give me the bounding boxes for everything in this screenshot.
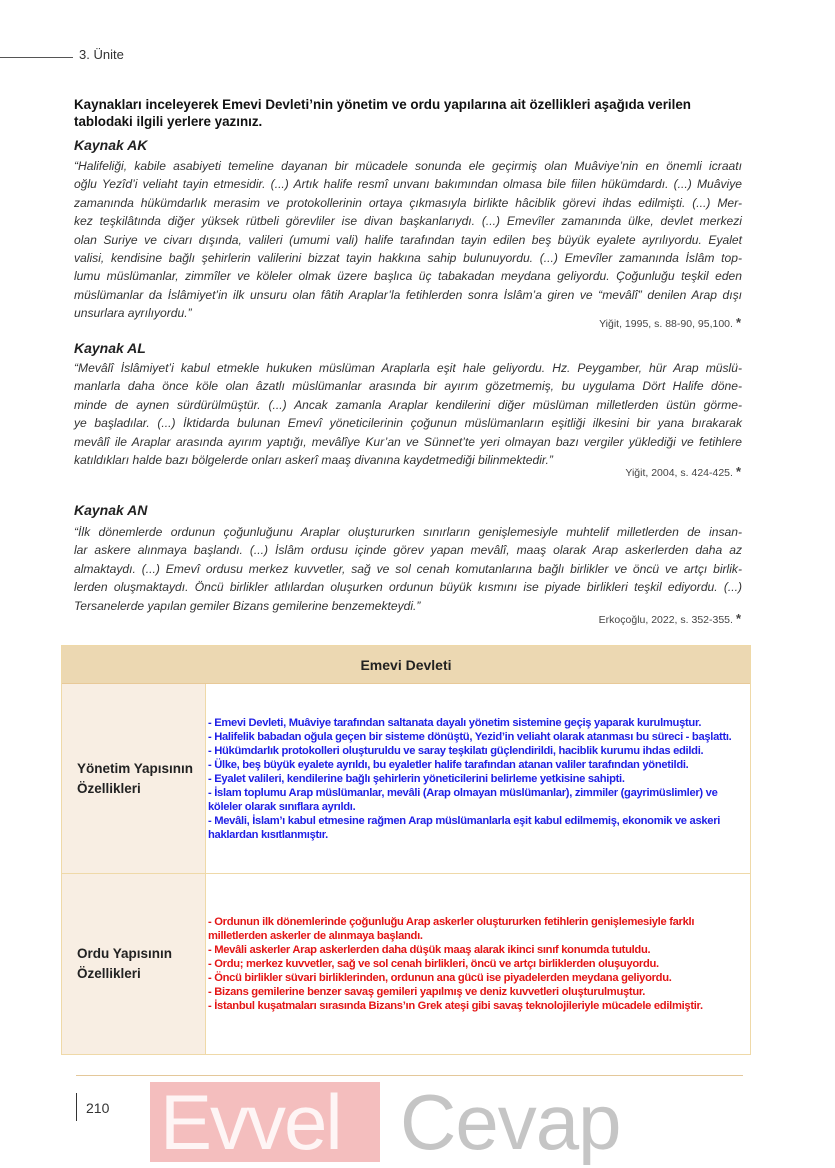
row-label-line: Yönetim Yapısının (77, 760, 194, 776)
answer-line: - Halifelik babadan oğula geçen bir sisteme dönüştü, Yezid’in veliaht olarak atanması bu süreci - başlattı. (208, 730, 732, 743)
citation-mark: * (735, 464, 741, 479)
quote-line: “İlk dönemlerde ordunun çoğunluğunu Araplar oluştururken sınırların genişlemesiyle muhtelif milletlerden de insan- (74, 525, 742, 539)
answer-line: - Mevâli, İslam’ı kabul etmesine rağmen Arap müslümanlarla eşit kabul edilmemiş, ekonomik ve askeri haklardan kısıtlanmıştır. (208, 814, 721, 841)
quote-line: lumu müslümanlar, zimmîler ve köleler olmak üzere başlıca üç tabakadan meydana geliyordu. Çoğunluğu teşkil eden (74, 269, 742, 284)
citation-text: Yiğit, 2004, s. 424-425. (625, 467, 733, 479)
answer-line: - Emevi Devleti, Muâviye tarafından saltanata dayalı yönetim sistemine geçiş yaparak kurulmuştur. (208, 716, 702, 729)
quote-line: zamanında hükümdarlık merasim ve protokollerinin ortaya çıkmasıyla birlikte hâciblik görevi ihdas edilmişti. (...) Mer- (74, 195, 742, 210)
answer-line: - Eyalet valileri, kendilerine bağlı şehirlerin yöneticilerini belirleme yetkisine sahipti. (208, 772, 625, 785)
row-label-line: Özellikleri (77, 966, 141, 981)
table-header: Emevi Devleti (62, 646, 750, 684)
answer-cell-administration[interactable] (206, 684, 750, 874)
answer-line: - Bizans gemilerine benzer savaş gemileri yapılmış ve deniz kuvvetleri oluşturulmuştur. (208, 986, 646, 998)
source-title-ak: Kaynak AK (74, 137, 148, 153)
quote-line: mevâlî ile Araplar arasında ayırım yaptığı, mevâlîye Kur’an ve Sünnet’te yeri olmayan bazı vergiler yüklediği ve fetihlere (74, 434, 742, 449)
citation-mark: * (735, 611, 741, 626)
quote-line: oğlu Yezîd’i veliaht tayin etmesidir. (...) Artık halife resmî unvanı bakımından olmasa bile fiilen hükümdardı. (...) Muâviye (74, 177, 742, 192)
source-title-an: Kaynak AN (74, 502, 148, 518)
answer-table (61, 645, 751, 1055)
citation-an (599, 611, 741, 626)
quote-line: olan Suriye ve civarı dışında, valileri (umumi vali) halife tarafından tayin edilen beş büyük eyalete ayrılıyordu. Eyalet (74, 232, 742, 247)
quote-line: manlarla daha önce köle olan âzatlı müslümanlar arasında bir ayırım gözetmemiş, bu uygulama Dört Halife döne- (74, 379, 742, 394)
quote-line: Tersanelerde yapılan gemiler Bizans gemilerine benzemekteydi.” (74, 598, 421, 613)
answer-cell-army[interactable] (206, 874, 750, 1054)
answer-line: - Ordunun ilk dönemlerinde çoğunluğu Arap askerler oluştururken fetihlerin genişlemesiyle farklı milletlerden askerler de alınmaya başlandı. (208, 916, 695, 942)
page-number: 210 (86, 1100, 110, 1116)
source-quote-an (74, 523, 742, 615)
source-title-al: Kaynak AL (74, 340, 146, 356)
page-number-bar (76, 1093, 77, 1121)
answer-line: - Ordu; merkez kuvvetler, sağ ve sol cenah birlikleri, öncü ve artçı birliklerden oluşuyordu. (208, 958, 659, 970)
quote-line: lar askere alınmaya başlandı. (...) İslâm ordusu içinde görev yapan mevâlî, maaş olarak Arap askerlerden daha az (74, 543, 742, 558)
citation-al (625, 464, 741, 479)
answer-line: - İslam toplumu Arap müslümanlar, mevâli (Arap olmayan müslümanlar), zimmiler (gayrimüslimler) ve köleler olarak sınıflara ayrıldı. (208, 786, 718, 813)
citation-text: Yiğit, 1995, s. 88-90, 95,100. (599, 318, 733, 330)
watermark-word-evvel: Evvel (160, 1078, 341, 1166)
watermark-word-cevap: Cevap (400, 1078, 621, 1166)
bottom-rule (76, 1075, 743, 1076)
quote-line: katıldıkları halde bazı bölgelerde onları askerî maaş divanına kaydetmediği bilinmektedir.” (74, 453, 553, 468)
row-label-line: Özellikleri (77, 780, 141, 796)
answer-line: - Hükümdarlık protokolleri oluşturuldu ve saray teşkilatı güçlendirildi, haciblik kurumu ihdas edildi. (208, 744, 704, 757)
quote-line: valisi, kendisine bağlı şehirlerin valilerini bizzat tayin hakkına sahip bulunuyordu. (...) Emevîler zamanında İslâm top- (74, 251, 742, 266)
source-quote-ak (74, 157, 742, 323)
quote-line: lerden oluşmaktaydı. Öncü birlikler atlılardan oluşurken ordunun büyük kısmını ise piyade birlikleri teşkil ediyordu. (...) (74, 580, 742, 595)
instruction-text: Kaynakları inceleyerek Emevi Devleti’nin yönetim ve ordu yapılarına ait özellikleri aşağıda verilen tablodaki ilgili yerlere yazınız. (74, 97, 691, 129)
answer-line: - İstanbul kuşatmaları sırasında Bizans’ın Grek ateşi gibi savaş teknolojileriyle mücadele edilmiştir. (208, 1000, 703, 1012)
row-label-line: Ordu Yapısının (77, 946, 173, 961)
row-label-army (62, 874, 206, 1054)
citation-mark: * (735, 315, 741, 330)
quote-line: kez teşkilâtında diğer yüksek rütbeli görevliler ise divan başkanlarıydı. (...) Emevîler zamanında ülke, devlet merkezi (74, 214, 742, 229)
citation-text: Erkoçoğlu, 2022, s. 352-355. (598, 614, 733, 626)
source-quote-al (74, 359, 742, 469)
quote-line: unsurlara ayrılıyordu.” (74, 306, 192, 321)
quote-line: “Mevâlî İslâmiyet’i kabul etmekle hukuken müslüman Araplarla eşit hale geliyordu. Hz. Peygamber, hür Arap müslü- (74, 361, 742, 375)
quote-line: müslümanlar da İslâmiyet’in ilk unsuru olan fâtih Araplar’la fetihlerden sonra İslâm’a giren ve “mevâlî” denilen Arap dışı (74, 287, 742, 302)
unit-label: 3. Ünite (79, 47, 124, 62)
quote-line: almaktaydı. (...) Emevî ordusu merkez kuvvetler, sağ ve sol cenah komutanlarına bağlı birlikler ve öncü ve artçı birlik- (74, 561, 742, 576)
row-label-administration (62, 684, 206, 874)
quote-line: ye başladılar. (...) İktidarda bulunan Emevî yöneticilerinin çoğunun müslümanların eşitliği ilkesini bir yana bırakarak (74, 416, 742, 431)
quote-line: “Halifeliği, kabile asabiyeti temeline dayanan bir mücadele sonunda ele geçirmiş olan Muâviye’nin en önemli icraatı (74, 159, 742, 173)
quote-line: minde de aynen sürdürülmüştür. (...) Ancak zamanla Araplar kendilerini diğer müslüman milletlerden üstün görme- (74, 397, 742, 412)
answer-line: - Mevâli askerler Arap askerlerden daha düşük maaş alarak ikinci sınıf konumda tutuldu. (208, 944, 651, 956)
answer-line: - Ülke, beş büyük eyalete ayrıldı, bu eyaletler halife tarafından atanan valiler tarafından yönetildi. (208, 758, 689, 771)
unit-rule (0, 57, 73, 58)
citation-ak (599, 315, 741, 330)
answer-line: - Öncü birlikler süvari birliklerinden, ordunun ana gücü ise piyadelerden meydana geliyordu. (208, 972, 672, 984)
